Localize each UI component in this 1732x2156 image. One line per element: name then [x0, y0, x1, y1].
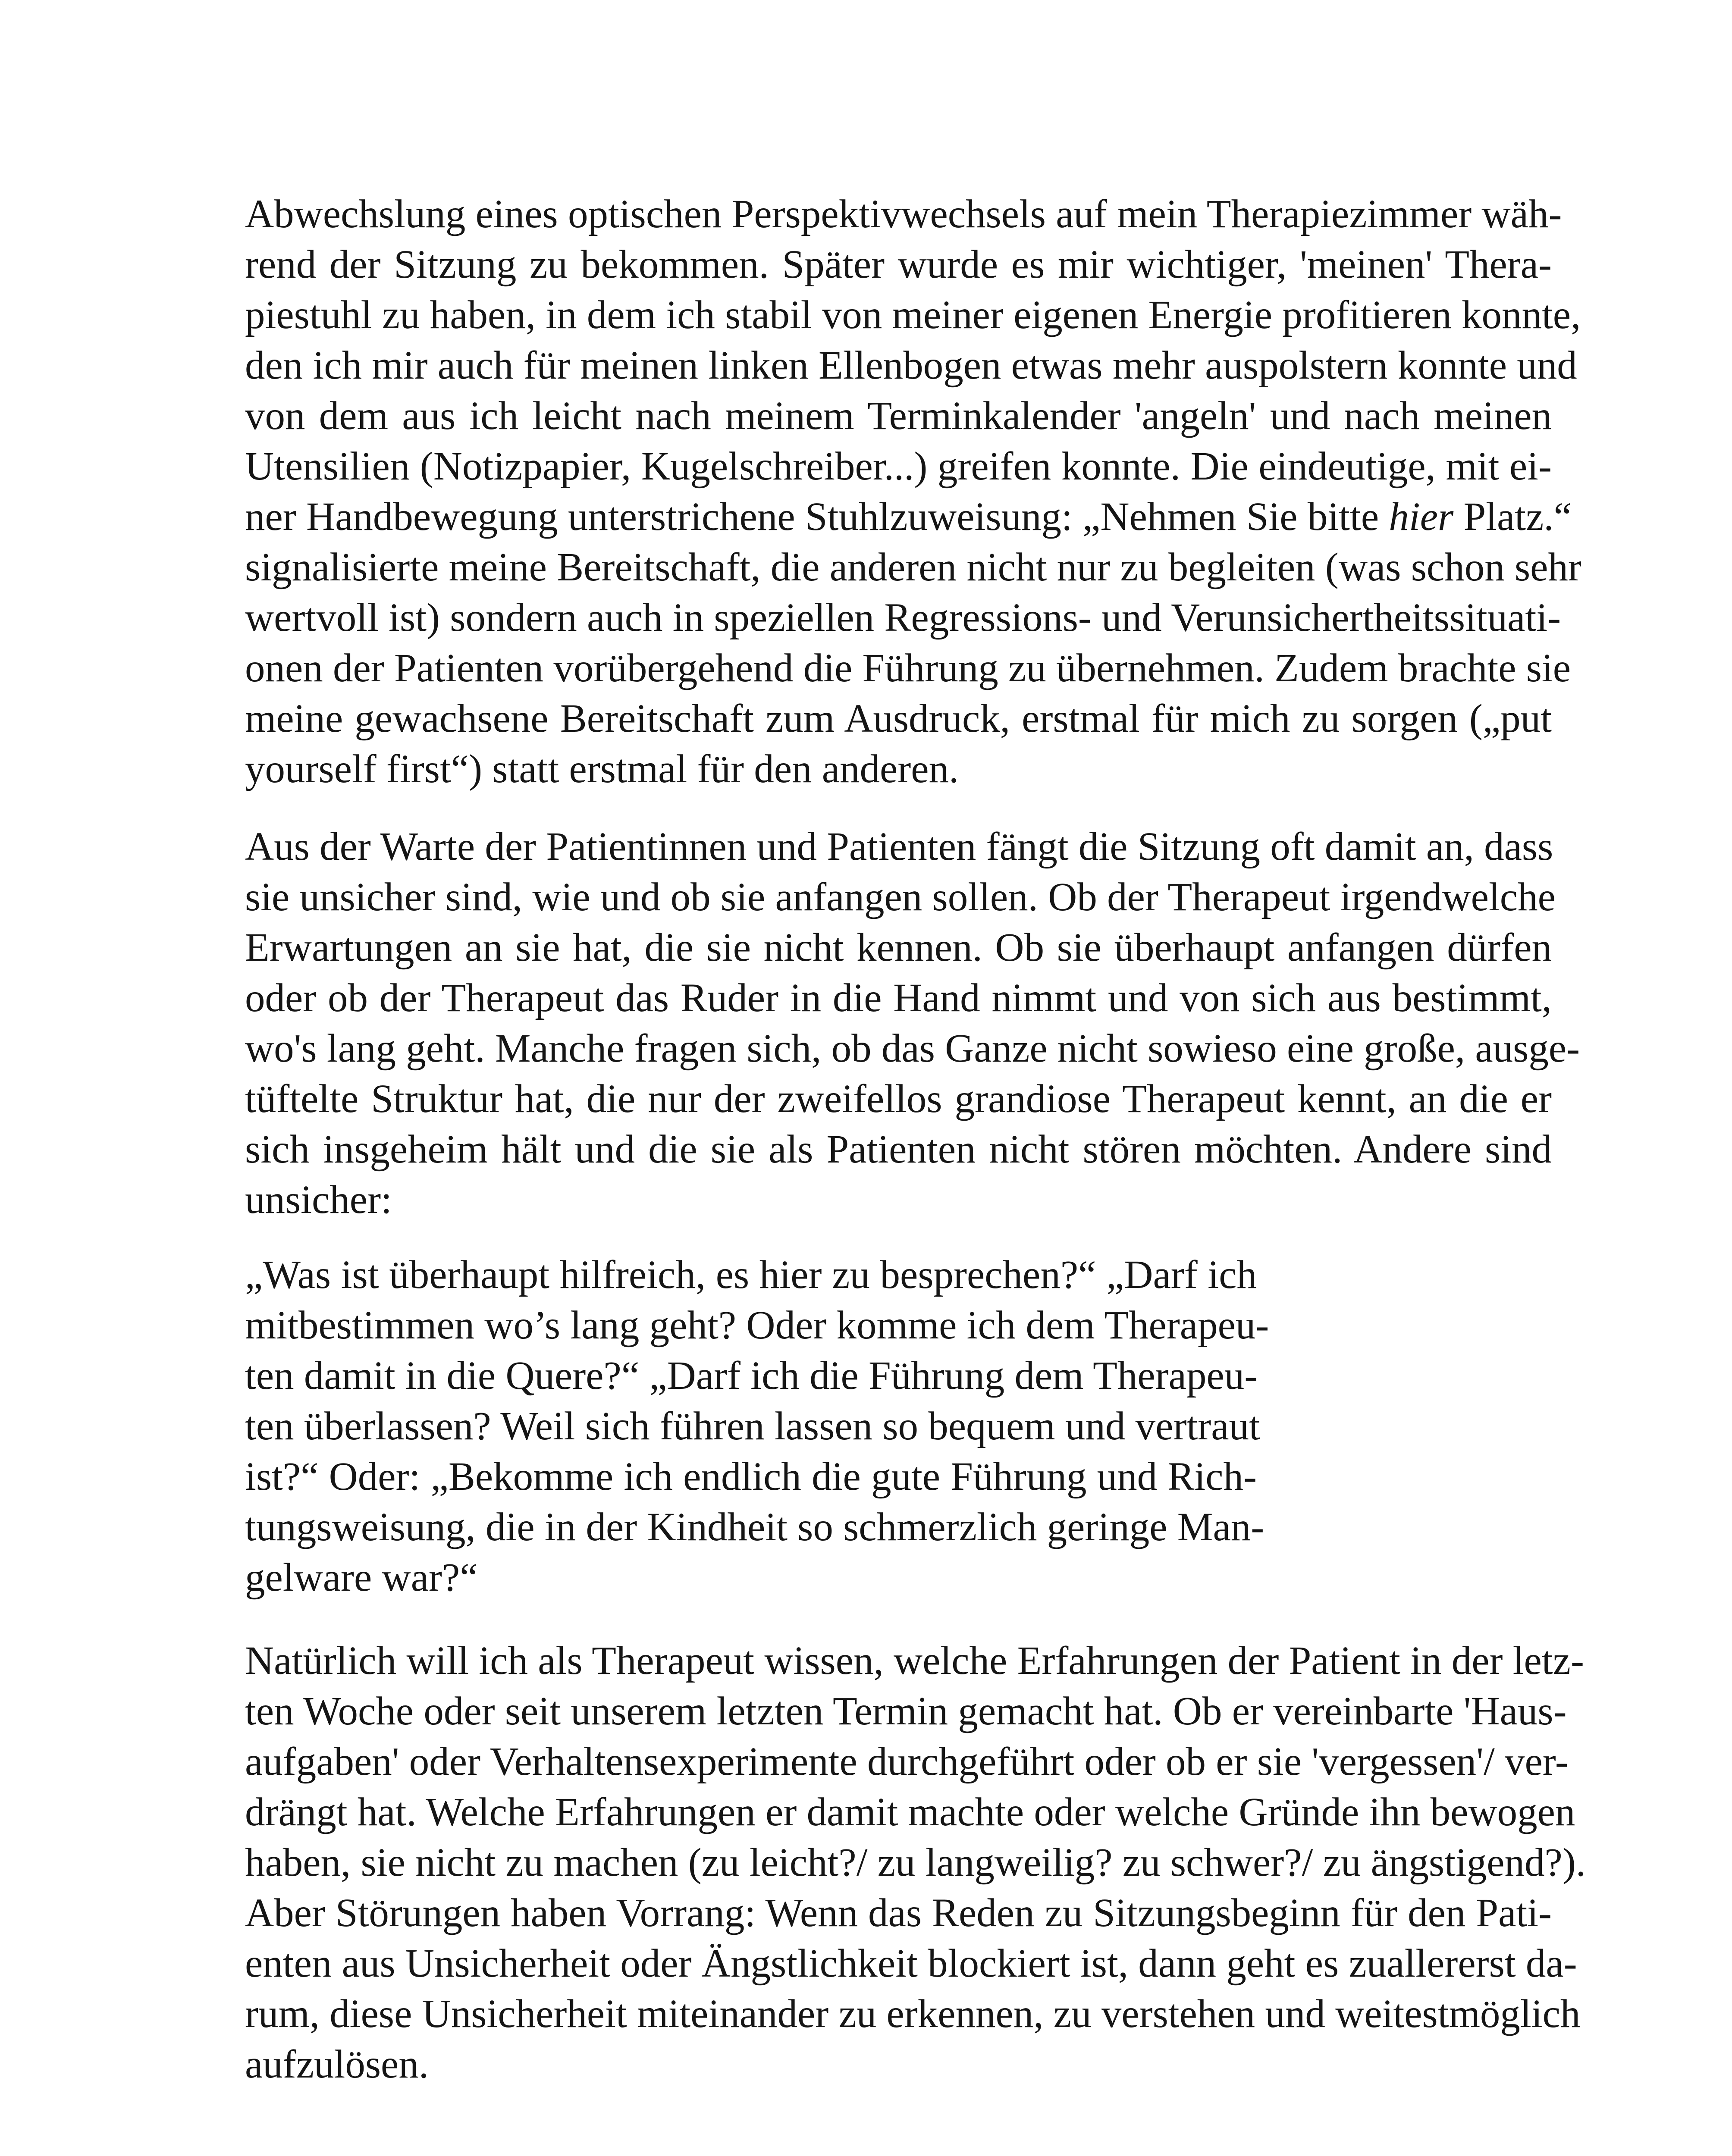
paragraph-line: Natürlich will ich als Therapeut wissen, welche Erfahrungen der Patient in der letz-: [245, 1639, 1584, 1683]
paragraph-line: den ich mir auch für meinen linken Ellenbogen etwas mehr auspolstern konnte und: [245, 343, 1577, 388]
paragraph-line: Utensilien (Notizpapier, Kugelschreiber...) greifen konnte. Die eindeutige, mit ei-: [245, 444, 1552, 489]
paragraph-line: rend der Sitzung zu bekommen. Später wurde es mir wichtiger, 'meinen' Thera-: [245, 242, 1552, 287]
paragraph-line: haben, sie nicht zu machen (zu leicht?/ zu langweilig? zu schwer?/ zu ängstigend?).: [245, 1840, 1586, 1885]
paragraph-line: ten Woche oder seit unserem letzten Termin gemacht hat. Ob er vereinbarte 'Haus-: [245, 1689, 1567, 1733]
paragraph-line: piestuhl zu haben, in dem ich stabil von meiner eigenen Energie profitieren konnte,: [245, 293, 1581, 337]
paragraph-line: Aus der Warte der Patientinnen und Patienten fängt die Sitzung oft damit an, dass: [245, 824, 1553, 869]
paragraph-line: Abwechslung eines optischen Perspektivwechsels auf mein Therapiezimmer wäh-: [245, 192, 1562, 236]
paragraph-line: rum, diese Unsicherheit miteinander zu erkennen, zu verstehen und weitestmöglich: [245, 1992, 1581, 2036]
paragraph-line: yourself first“) statt erstmal für den anderen.: [245, 747, 959, 791]
paragraph-line-with-italic: [245, 492, 1572, 542]
paragraph-line: onen der Patienten vorübergehend die Führung zu übernehmen. Zudem brachte sie: [245, 646, 1571, 690]
paragraph-line: wo's lang geht. Manche fragen sich, ob das Ganze nicht sowieso eine große, ausge-: [245, 1026, 1580, 1071]
paragraph-line: Erwartungen an sie hat, die sie nicht kennen. Ob sie überhaupt anfangen dürfen: [245, 925, 1552, 970]
line-end: Platz.“: [1453, 495, 1572, 539]
paragraph-line: drängt hat. Welche Erfahrungen er damit machte oder welche Gründe ihn bewogen: [245, 1790, 1575, 1834]
italic-word: hier: [1389, 495, 1454, 539]
paragraph-line: von dem aus ich leicht nach meinem Terminkalender 'angeln' und nach meinen: [245, 394, 1552, 438]
paragraph-line: enten aus Unsicherheit oder Ängstlichkeit blockiert ist, dann geht es zuallererst da-: [245, 1941, 1577, 1986]
paragraph-3: [245, 1636, 1586, 2090]
paragraph-line: wertvoll ist) sondern auch in speziellen Regressions- und Verunsichertheitssituati-: [245, 595, 1561, 640]
line-start: ner Handbewegung unterstrichene Stuhlzuweisung: „Nehmen Sie bitte: [245, 495, 1389, 539]
paragraph-line: aufgaben' oder Verhaltensexperimente durchgeführt oder ob er sie 'vergessen'/ ver-: [245, 1739, 1569, 1784]
paragraph-line: unsicher:: [245, 1178, 392, 1222]
paragraph-line: aufzulösen.: [245, 2042, 429, 2087]
quote-line: mitbestimmen wo’s lang geht? Oder komme ich dem Therapeu-: [245, 1303, 1269, 1348]
paragraph-2: [245, 821, 1580, 1225]
quote-line: ten damit in die Quere?“ „Darf ich die Führung dem Therapeu-: [245, 1354, 1258, 1398]
quote-line: tungsweisung, die in der Kindheit so schmerzlich geringe Man-: [245, 1505, 1264, 1549]
paragraph-line: Aber Störungen haben Vorrang: Wenn das Reden zu Sitzungsbeginn für den Pati-: [245, 1891, 1552, 1935]
paragraph-line: sie unsicher sind, wie und ob sie anfangen sollen. Ob der Therapeut irgendwelche: [245, 875, 1556, 919]
paragraph-line: meine gewachsene Bereitschaft zum Ausdruck, erstmal für mich zu sorgen („put: [245, 696, 1552, 741]
paragraph-line: signalisierte meine Bereitschaft, die anderen nicht nur zu begleiten (was schon sehr: [245, 545, 1581, 589]
paragraph-line: tüftelte Struktur hat, die nur der zweifellos grandiose Therapeut kennt, an die er: [245, 1077, 1552, 1121]
paragraph-1: [245, 189, 1581, 794]
quote-line: ten überlassen? Weil sich führen lassen so bequem und vertraut: [245, 1404, 1260, 1448]
quote-block: [245, 1250, 1269, 1603]
quote-line: gelware war?“: [245, 1555, 478, 1600]
quote-line: ist?“ Oder: „Bekomme ich endlich die gute Führung und Rich-: [245, 1454, 1257, 1499]
paragraph-line: sich insgeheim hält und die sie als Patienten nicht stören möchten. Andere sind: [245, 1127, 1552, 1172]
paragraph-line: oder ob der Therapeut das Ruder in die Hand nimmt und von sich aus bestimmt,: [245, 976, 1552, 1020]
quote-line: „Was ist überhaupt hilfreich, es hier zu besprechen?“ „Darf ich: [245, 1253, 1257, 1297]
